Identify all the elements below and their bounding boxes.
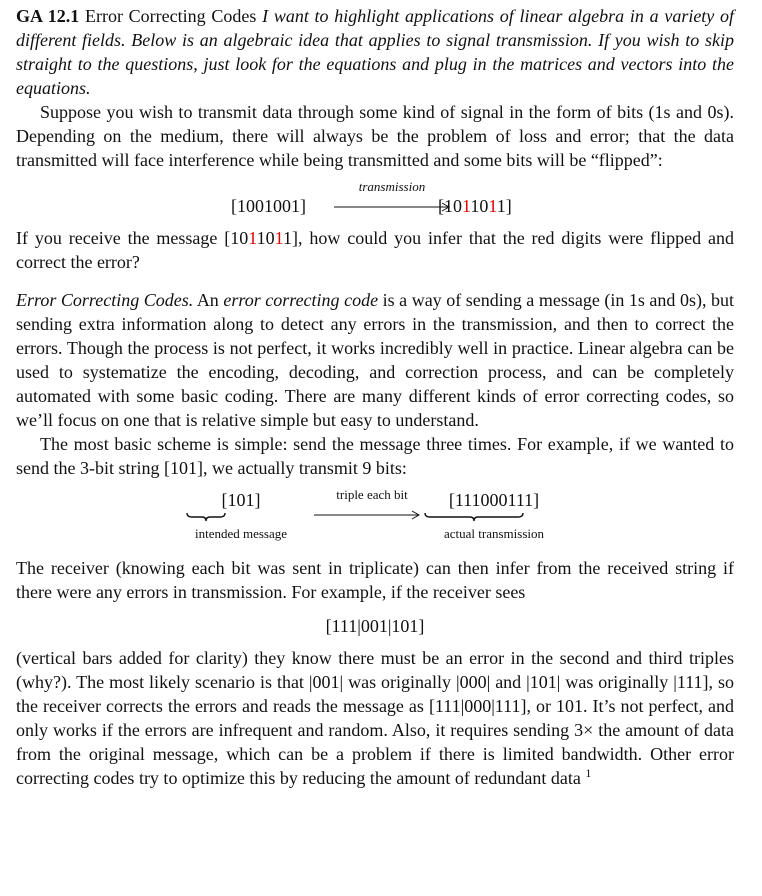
paragraph-ecc-definition (16, 288, 734, 432)
transmission-arrow (332, 180, 452, 218)
bit-0: 1 (237, 196, 246, 216)
triple-arrow (312, 488, 432, 526)
bit-5: 1 (488, 196, 497, 216)
bit-1: 0 (453, 196, 462, 216)
correction-text: (vertical bars added for clarity) they know there must be an error in the second and third triples (why?). The most likely scenario is that |001| was originally |000| and |101| was originally |111], so the receiver corrects the errors and reads the message as [111|000|111], or 101. It’s not perfect, and only works if the errors are infrequent and random. Also, it requires sending 3× the amount of data from the original message, which can be a problem if there is limited bandwidth. Other error correcting codes try to optimize this by reducing the amount of redundant data (16, 648, 734, 788)
triple-arrow-label: triple each bit (336, 487, 408, 502)
underbrace-icon (186, 512, 226, 522)
bit-0: 1 (230, 228, 240, 248)
received-triples: [111|001|101] (325, 616, 425, 636)
intended-message-label: intended message (194, 526, 288, 541)
term-error-correcting-code: error correcting code (223, 290, 379, 310)
intended-message: [101] (221, 490, 261, 510)
bit-6: 1 (291, 196, 300, 216)
bit-0: 1 (444, 196, 453, 216)
bit-5: 1 (274, 228, 283, 248)
bit-1: 0 (246, 196, 255, 216)
bit-6: 1 (496, 196, 506, 216)
bit-4: 0 (273, 196, 282, 216)
term-error-correcting-codes: Error Correcting Codes. (16, 290, 194, 310)
section-title: Error Correcting Codes (84, 6, 257, 26)
sent-message: [1001001] (231, 196, 306, 216)
actual-transmission-label: actual transmission (443, 526, 544, 541)
actual-transmission: [111000111] (448, 490, 540, 510)
arrow-label: transmission (358, 179, 426, 194)
bit-1: 0 (239, 228, 249, 248)
question-text-end: ], how could you infer that the red digits were flipped and correct the error? (16, 228, 735, 272)
bit-4: 0 (479, 196, 489, 216)
paragraph-question (16, 226, 734, 274)
right-arrow-icon (332, 202, 452, 212)
bit-3: 1 (264, 196, 273, 216)
intended-message-group (186, 488, 296, 542)
bit-3: 1 (256, 228, 266, 248)
bit-3: 1 (470, 196, 480, 216)
question-text-start: If you receive the message [ (16, 228, 231, 248)
paragraph-receiver: The receiver (knowing each bit was sent in triplicate) can then infer from the received string if there were any errors in transmission. For example, if the receiver sees (16, 558, 734, 602)
bit-2: 1 (248, 228, 257, 248)
bit-6: 1 (282, 228, 292, 248)
paragraph-transmission: Suppose you wish to transmit data through some kind of signal in the form of bits (1s and 0s). Depending on the medium, there will always be the problem of loss and error; that the data transmitted will face interference while being transmitted and some bits will be “flipped”: (16, 102, 734, 170)
underbrace-icon (424, 512, 524, 522)
footnote-mark: 1 (585, 766, 592, 780)
paragraph-basic-scheme: The most basic scheme is simple: send the message three times. For example, if we wanted to send the 3-bit string [101], we actually transmit 9 bits: (16, 434, 734, 478)
bit-4: 0 (265, 228, 275, 248)
section-label: GA 12.1 (16, 6, 80, 26)
ecc-text-a: An (193, 290, 224, 310)
bit-2: 0 (255, 196, 264, 216)
bit-5: 0 (282, 196, 291, 216)
transmission-equation (16, 178, 734, 226)
bit-2: 1 (462, 196, 471, 216)
received-bits (230, 228, 292, 248)
document-page (16, 4, 734, 790)
ecc-text-b: is a way of sending a message (in 1s and 0s), but sending extra information along to detect any errors in the transmission, and then to correct the errors. Though the process is not perfect, it works incredibly well in practice. Linear algebra can be used to systematize the encoding, decoding, and correction process, and can be completely automated with some basic coding. There are many different kinds of error correcting codes, so we’ll focus on one that is relative simple but easy to understand. (16, 290, 734, 430)
actual-transmission-group (424, 488, 564, 542)
right-arrow-icon (312, 510, 432, 520)
paragraph-correction (16, 646, 734, 790)
intro-text: I want to highlight applications of linear algebra in a variety of different fields. Below is an algebraic idea that applies to signal transmission. If you wish to skip straight to the questions, just look for the equations and plug in the matrices and vectors into the equations. (16, 6, 735, 98)
received-message: [1011011] (438, 196, 512, 216)
intro-paragraph (16, 4, 734, 100)
triple-equation (16, 488, 734, 556)
